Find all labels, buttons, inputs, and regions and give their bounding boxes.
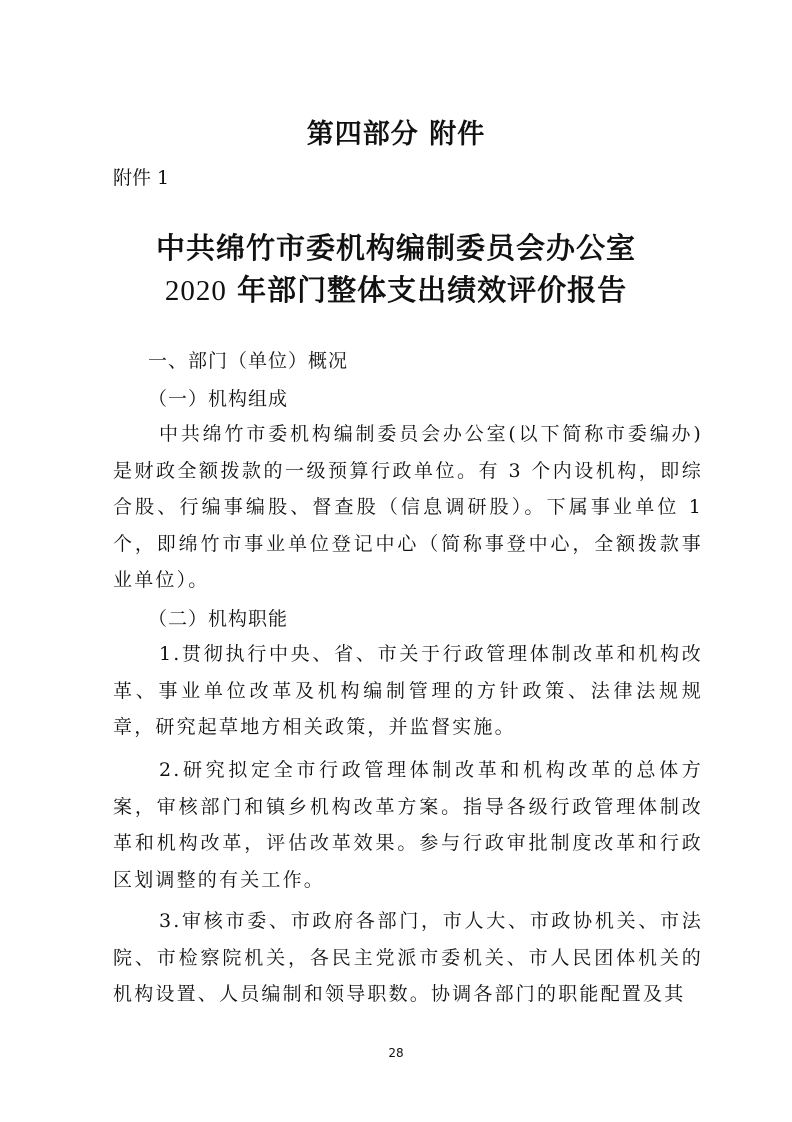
report-title-line1: 中共绵竹市委机构编制委员会办公室: [155, 231, 636, 265]
paragraph-function-2: 2.研究拟定全市行政管理体制改革和机构改革的总体方案，审核部门和镇乡机构改革方案。指导各级行政管理体制改革和机构改革，评估改革效果。参与行政审批制度改革和行政区划调整的有关工作。: [113, 759, 703, 891]
report-title-text: 年部门整体支出绩效评价报告: [237, 273, 628, 307]
part-title: 第四部分 附件: [306, 119, 486, 150]
section-heading: 一、部门（单位）概况: [148, 350, 349, 372]
paragraph-composition: 中共绵竹市委机构编制委员会办公室(以下简称市委编办)是财政全额拨款的一级预算行政单位。有 3 个内设机构，即综合股、行编事编股、督查股（信息调研股）。下属事业单位 1 个，即绵竹市事业单位登记中心（简称事登中心，全额拨款事业单位）。: [113, 423, 703, 591]
report-title-line2: [0, 268, 792, 309]
paragraph-function-1: 1.贯彻执行中央、省、市关于行政管理体制改革和机构改革、事业单位改革及机构编制管理的方针政策、法律法规规章，研究起草地方相关政策，并监督实施。: [113, 643, 703, 738]
attachment-label: 附件 1: [113, 167, 170, 189]
report-title-year: 2020: [164, 275, 227, 307]
paragraph-function-3: 3.审核市委、市政府各部门，市人大、市政协机关、市法院、市检察院机关，各民主党派市委机关、市人民团体机关的机构设置、人员编制和领导职数。协调各部门的职能配置及其: [113, 910, 703, 1005]
subsection-heading-composition: （一）机构组成: [148, 388, 289, 410]
subsection-heading-functions: （二）机构职能: [148, 608, 289, 630]
page-number: 28: [388, 1046, 404, 1060]
